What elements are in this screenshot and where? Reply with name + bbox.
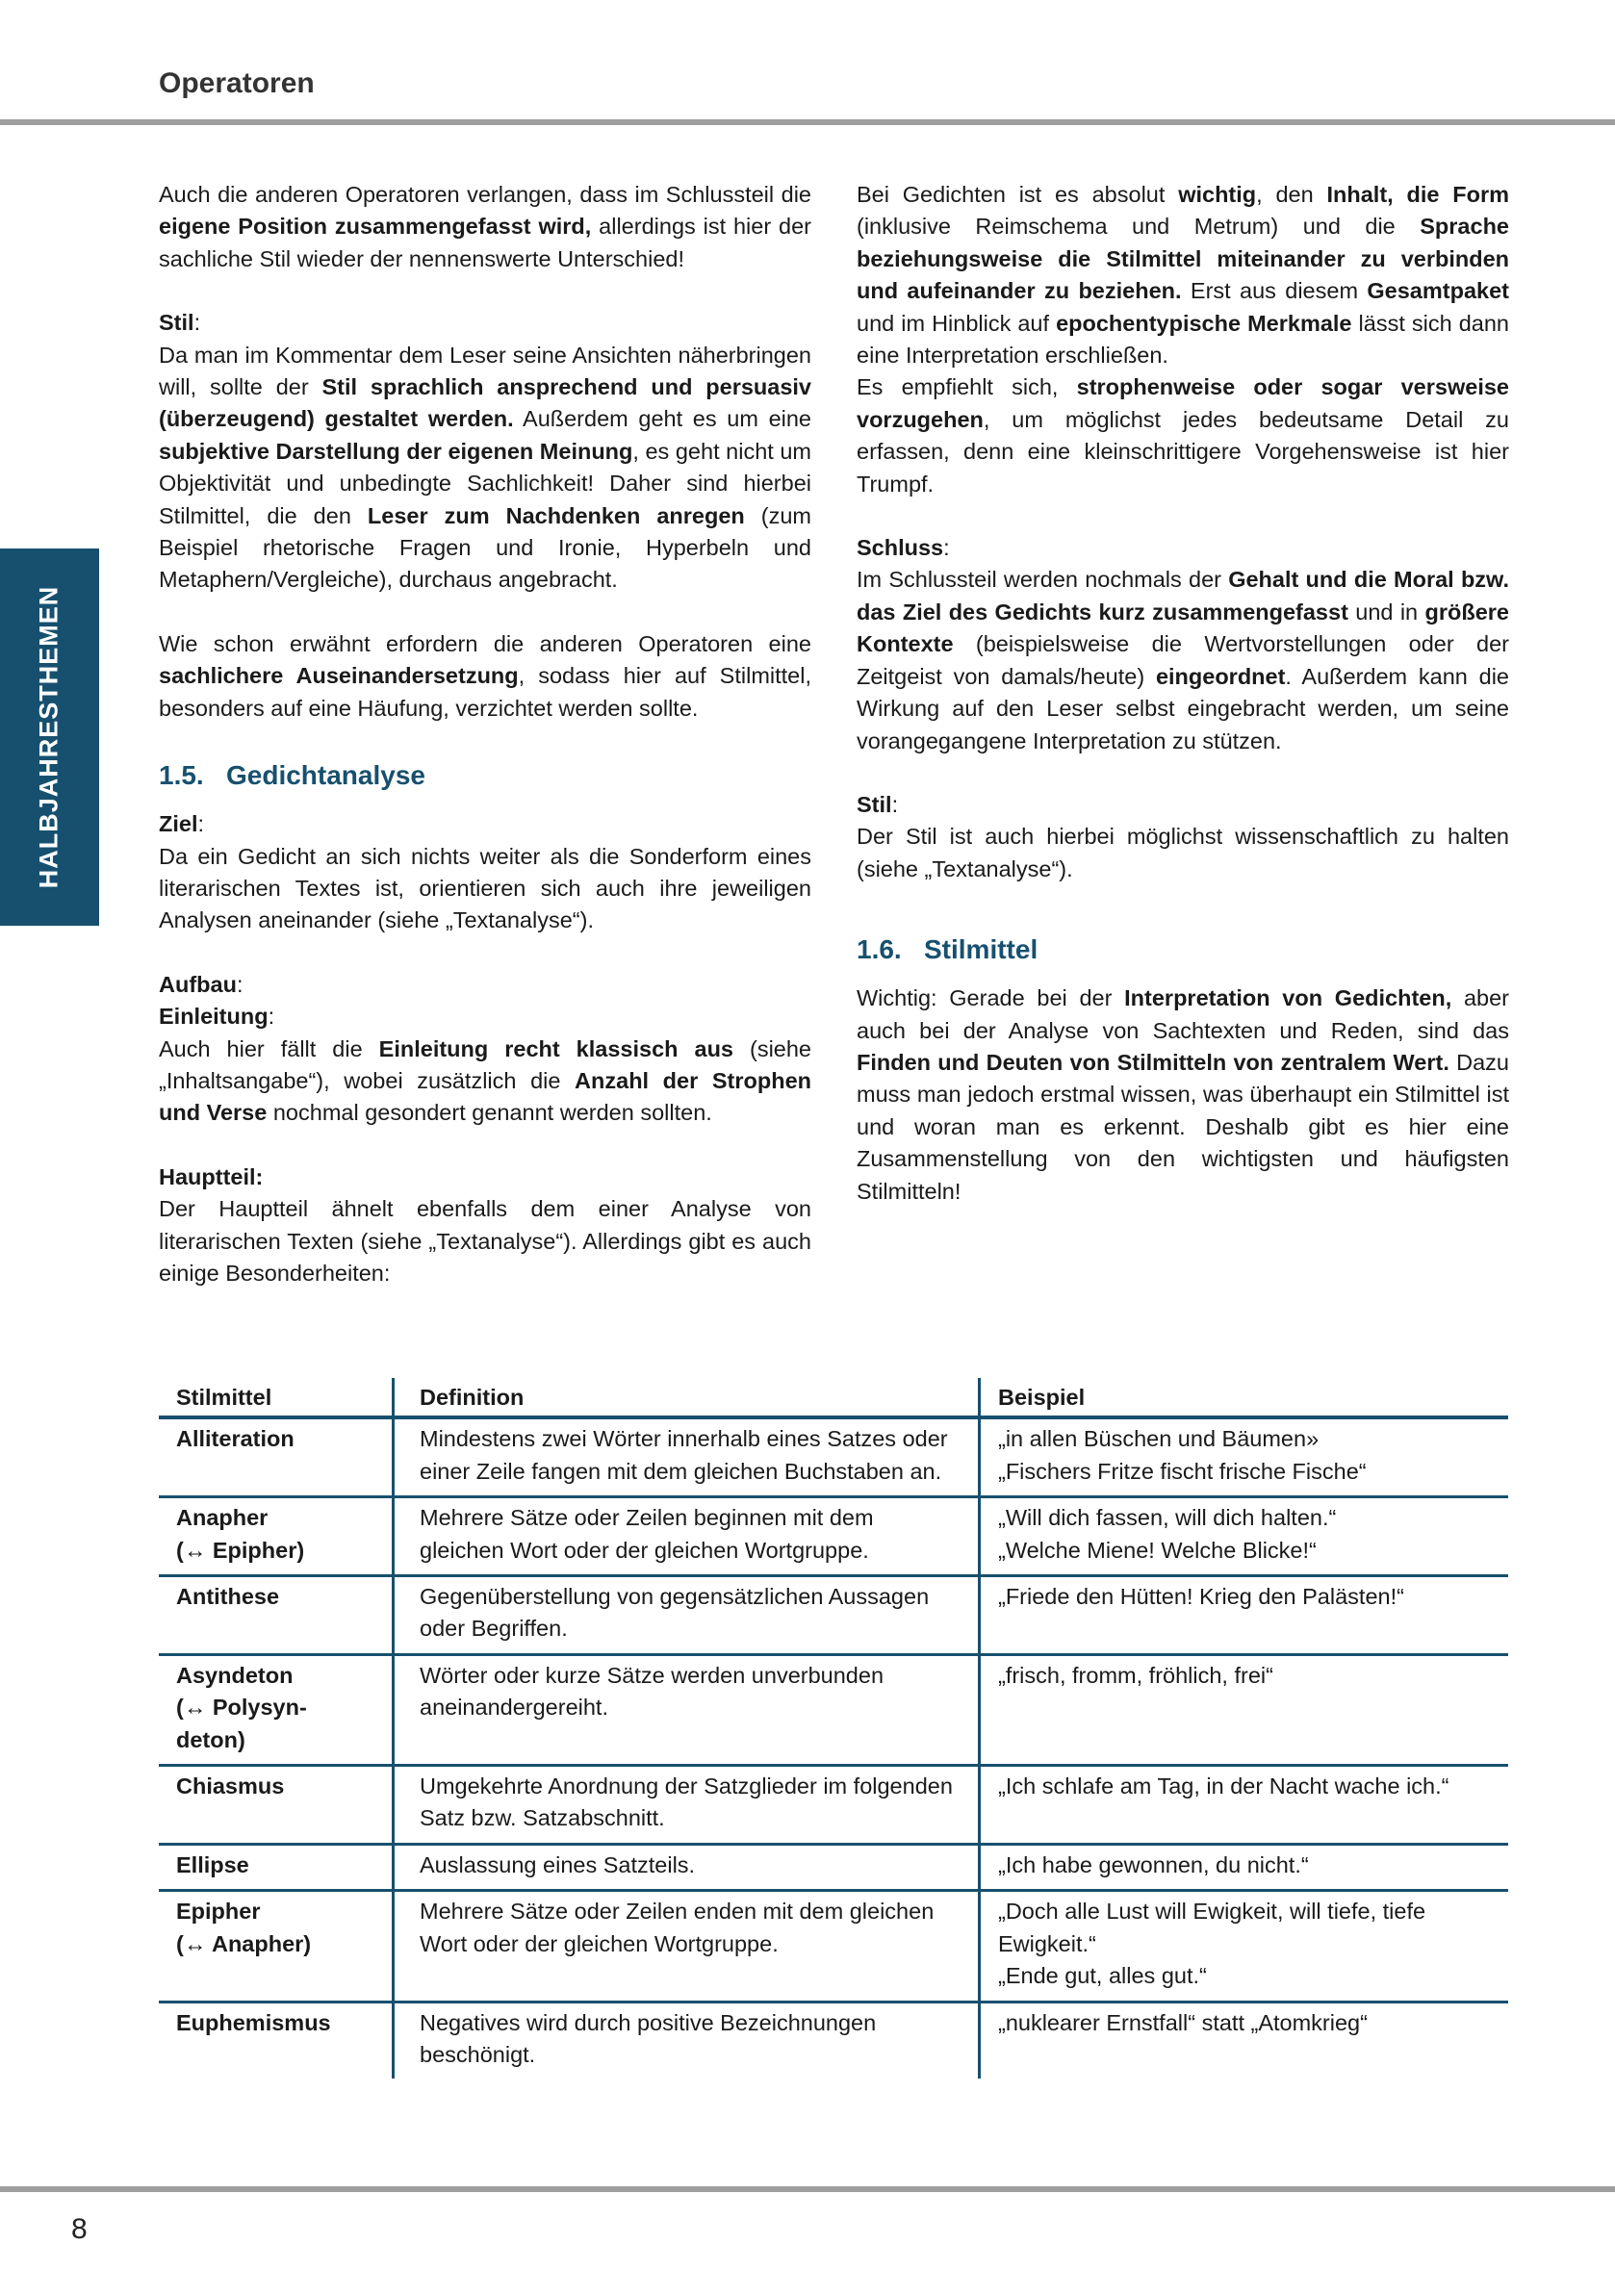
beispiel-text: „Fischers Fritze fischt frische Fische“: [998, 1458, 1367, 1484]
bold-text: Anzahl der Strophen und Verse: [159, 1067, 811, 1126]
text-run: Außerdem geht es um eine: [513, 406, 811, 432]
text-run: . Außerdem kann die Wirkung auf den Leser selbst eingebracht werden, um seine vorangegangene Interpretation zu stützen.: [857, 663, 1509, 753]
paragraph: Der Stil ist auch hierbei möglichst wissenschaftlich zu halten (siehe „Textanalyse“).: [857, 824, 1509, 881]
stilmittel-name-cell: [159, 1891, 394, 2002]
beispiel-cell: [980, 1497, 1509, 1576]
stilmittel-name: Antithese: [176, 1584, 280, 1610]
text-run: Im Schlussteil werden nochmals der: [857, 567, 1229, 593]
bold-text: strophenweise oder sogar versweise vorzugehen: [857, 374, 1509, 432]
text-run: Wie schon erwähnt erfordern die anderen Operatoren eine: [159, 630, 811, 656]
ziel-heading: Ziel:: [159, 811, 205, 837]
text-run: , den: [1256, 182, 1327, 207]
bold-text: Inhalt, die Form: [1326, 182, 1509, 207]
definition-cell: Gegenüberstellung von gegensätzlichen Aussagen oder Begriffen.: [394, 1576, 980, 1655]
beispiel-text: „Ich habe gewonnen, du nicht.“: [998, 1851, 1309, 1877]
footer-divider: [0, 2186, 1615, 2192]
bold-text: Leser zum Nachdenken anregen: [367, 502, 745, 528]
stilmittel-name: Ellipse: [176, 1851, 249, 1877]
text-run: Da man im Kommentar dem Leser seine Ansichten näherbringen will, sollte der: [159, 342, 811, 400]
page-header-title: Operatoren: [159, 67, 315, 99]
hauptteil-heading: Hauptteil:: [159, 1163, 264, 1189]
bold-text: Einleitung recht klassisch aus: [378, 1035, 733, 1061]
paragraph: Der Hauptteil ähnelt ebenfalls dem einer Analyse von literarischen Texten (siehe „Textanalyse“). Allerdings gibt es auch einige Besonderheiten:: [159, 1196, 811, 1286]
beispiel-cell: [980, 1654, 1509, 1765]
definition-cell: Umgekehrte Anordnung der Satzglieder im folgenden Satz bzw. Satzabschnitt.: [394, 1766, 980, 1845]
aufbau-heading: Aufbau:: [159, 971, 244, 997]
bold-text: Interpretation von Gedichten,: [1124, 985, 1452, 1011]
stil-heading: Stil:: [159, 310, 201, 336]
text-run: Wichtig: Gerade bei der: [857, 985, 1125, 1011]
text-run: Es empfiehlt sich,: [857, 374, 1077, 400]
stilmittel-name: (↔ Anapher): [176, 1930, 312, 1956]
stilmittel-name-cell: [159, 1497, 394, 1576]
bold-text: Stil sprachlich ansprechend und persuasiv (überzeugend) gestaltet werden.: [159, 374, 811, 432]
definition-cell: Mindestens zwei Wörter innerhalb eines Satzes oder einer Zeile fangen mit dem gleichen Buchstaben an.: [394, 1417, 980, 1496]
beispiel-cell: [980, 1844, 1509, 1890]
schluss-heading: Schluss:: [857, 535, 950, 561]
paragraph: [159, 1033, 811, 1130]
bold-text: epochentypische Merkmale: [1056, 310, 1352, 336]
stilmittel-name: Anapher: [176, 1505, 269, 1531]
beispiel-cell: [980, 1417, 1509, 1496]
text-run: und in: [1347, 599, 1425, 625]
bold-text: wichtig: [1178, 182, 1257, 207]
paragraph: Da ein Gedicht an sich nichts weiter als die Sonderform eines literarischen Textes ist, orientieren sich auch ihre jeweiligen Analysen aneinander (siehe „Textanalyse“).: [159, 843, 811, 933]
bold-text: Finden und Deuten von Stilmitteln von zentralem Wert.: [857, 1049, 1449, 1075]
stilmittel-name: Asyndeton: [176, 1662, 294, 1688]
stilmittel-name: (↔ Polysyn-: [176, 1695, 307, 1721]
stilmittel-name-cell: [159, 1576, 394, 1655]
text-run: Bei Gedichten ist es absolut: [857, 182, 1179, 207]
stilmittel-name: Epipher: [176, 1899, 261, 1925]
table-row: [159, 2002, 1508, 2079]
stilmittel-name-cell: [159, 1417, 394, 1496]
table-row: [159, 1654, 1508, 1765]
stilmittel-name: Euphemismus: [176, 2009, 331, 2035]
left-column: [159, 179, 811, 1289]
table-body: [159, 1417, 1508, 2079]
text-run: (beispielsweise die Wertvorstellungen oder der Zeitgeist von damals/heute): [857, 631, 1509, 689]
text-run: , um möglichst jedes bedeutsame Detail zu erfassen, denn eine kleinschrittigere Vorgehensweise ist hier Trumpf.: [857, 406, 1509, 497]
stilmittel-name: Chiasmus: [176, 1773, 285, 1799]
page-number: 8: [71, 2213, 88, 2245]
section-heading-gedichtanalyse: 1.5. Gedichtanalyse: [159, 760, 425, 791]
paragraph: [159, 179, 811, 275]
beispiel-text: „Will dich fassen, will dich halten.“: [998, 1505, 1337, 1531]
table-row: [159, 1844, 1508, 1890]
beispiel-text: „Ich schlafe am Tag, in der Nacht wache ich.“: [998, 1773, 1449, 1799]
column-header-stilmittel: Stilmittel: [159, 1378, 394, 1417]
paragraph: [857, 371, 1509, 500]
beispiel-text: „in allen Büschen und Bäumen»: [998, 1426, 1320, 1452]
column-header-definition: Definition: [394, 1378, 980, 1417]
text-run: lässt sich dann eine Interpretation erschließen.: [857, 310, 1509, 369]
bold-text: Gehalt und die Moral bzw. das Ziel des Gedichts kurz zusammengefasst: [857, 567, 1509, 625]
beispiel-text: „Welche Miene! Welche Blicke!“: [998, 1537, 1317, 1563]
table-row: [159, 1576, 1508, 1655]
table-row: [159, 1417, 1508, 1496]
table-row: [159, 1766, 1508, 1845]
paragraph: [857, 564, 1509, 756]
beispiel-cell: [980, 2002, 1509, 2079]
beispiel-text: „Friede den Hütten! Krieg den Palästen!“: [998, 1584, 1404, 1610]
einleitung-heading: Einleitung:: [159, 1004, 275, 1030]
table-row: [159, 1891, 1508, 2002]
definition-cell: Mehrere Sätze oder Zeilen enden mit dem gleichen Wort oder der gleichen Wortgruppe.: [394, 1891, 980, 2002]
stilmittel-name-cell: [159, 1844, 394, 1890]
text-run: nochmal gesondert genannt werden sollten.: [267, 1100, 712, 1126]
text-run: Dazu muss man jedoch erstmal wissen, was überhaupt ein Stilmittel ist und woran man es erkennt. Deshalb gibt es hier eine Zusammenstellung von den wichtigsten und häufigsten Stilmitteln!: [857, 1049, 1509, 1204]
paragraph: [857, 982, 1509, 1208]
text-run: Auch hier fällt die: [159, 1035, 379, 1061]
paragraph: [159, 628, 811, 725]
bold-text: größere Kontexte: [857, 599, 1509, 657]
beispiel-cell: [980, 1766, 1509, 1845]
paragraph: [159, 340, 811, 597]
beispiel-cell: [980, 1891, 1509, 2002]
definition-cell: Wörter oder kurze Sätze werden unverbunden aneinandergereiht.: [394, 1654, 980, 1765]
header-divider: [0, 119, 1615, 125]
stilmittel-name-cell: [159, 2002, 394, 2079]
beispiel-text: „Doch alle Lust will Ewigkeit, will tiefe, tiefe Ewigkeit.“: [998, 1899, 1426, 1956]
definition-cell: Auslassung eines Satzteils.: [394, 1844, 980, 1890]
text-run: (inklusive Reimschema und Metrum) und die: [857, 214, 1421, 240]
text-run: aber auch bei der Analyse von Sachtexten und Reden, sind das: [857, 985, 1509, 1043]
table-row: [159, 1497, 1508, 1576]
text-run: (zum Beispiel rhetorische Fragen und Ironie, Hyperbeln und Metaphern/Vergleiche), durchaus angebracht.: [159, 502, 812, 593]
stilmittel-name-cell: [159, 1654, 394, 1765]
stilmittel-table: [159, 1378, 1508, 2079]
bold-text: Gesamtpaket: [1367, 278, 1509, 304]
text-run: Erst aus diesem: [1181, 278, 1368, 304]
text-run: und im Hinblick auf: [857, 310, 1057, 336]
definition-cell: Mehrere Sätze oder Zeilen beginnen mit dem gleichen Wort oder der gleichen Wortgruppe.: [394, 1497, 980, 1576]
column-header-beispiel: Beispiel: [980, 1378, 1509, 1417]
beispiel-cell: [980, 1576, 1509, 1655]
beispiel-text: „nuklearer Ernstfall“ statt „Atomkrieg“: [998, 2009, 1368, 2035]
stilmittel-name: deton): [176, 1726, 245, 1752]
table-header-row: [159, 1378, 1508, 1417]
stilmittel-name: (↔ Epipher): [176, 1537, 305, 1563]
bold-text: eingeordnet: [1155, 663, 1286, 689]
bold-text: Sprache beziehungsweise die Stilmittel miteinander zu verbinden und aufeinander zu beziehen.: [857, 214, 1509, 304]
text-run: (siehe „Inhaltsangabe“), wobei zusätzlich die: [159, 1035, 811, 1093]
side-section-tab-label: HALBJAHRESTHEMEN: [34, 585, 64, 889]
bold-text: eigene Position zusammengefasst wird,: [159, 214, 592, 240]
beispiel-text: „Ende gut, alles gut.“: [998, 1963, 1207, 1989]
text-run: allerdings ist hier der sachliche Stil wieder der nennenswerte Unterschied!: [159, 214, 811, 271]
paragraph: [857, 179, 1509, 371]
bold-text: sachlichere Auseinandersetzung: [159, 663, 519, 689]
beispiel-text: „frisch, fromm, fröhlich, frei“: [998, 1662, 1273, 1688]
definition-cell: Negatives wird durch positive Bezeichnungen beschönigt.: [394, 2002, 980, 2079]
bold-text: subjektive Darstellung der eigenen Meinung: [159, 438, 633, 464]
text-run: Auch die anderen Operatoren verlangen, dass im Schlussteil die: [159, 182, 811, 207]
stil-heading: Stil:: [857, 791, 899, 817]
section-heading-stilmittel: 1.6. Stilmittel: [857, 934, 1038, 965]
text-run: , es geht nicht um Objektivität und unbedingte Sachlichkeit! Daher sind hierbei Stilmittel, die den: [159, 438, 811, 528]
stilmittel-name-cell: [159, 1766, 394, 1845]
right-column: [857, 179, 1509, 1208]
text-run: , sodass hier auf Stilmittel, besonders auf eine Häufung, verzichtet werden sollte.: [159, 663, 812, 721]
stilmittel-name: Alliteration: [176, 1426, 295, 1452]
